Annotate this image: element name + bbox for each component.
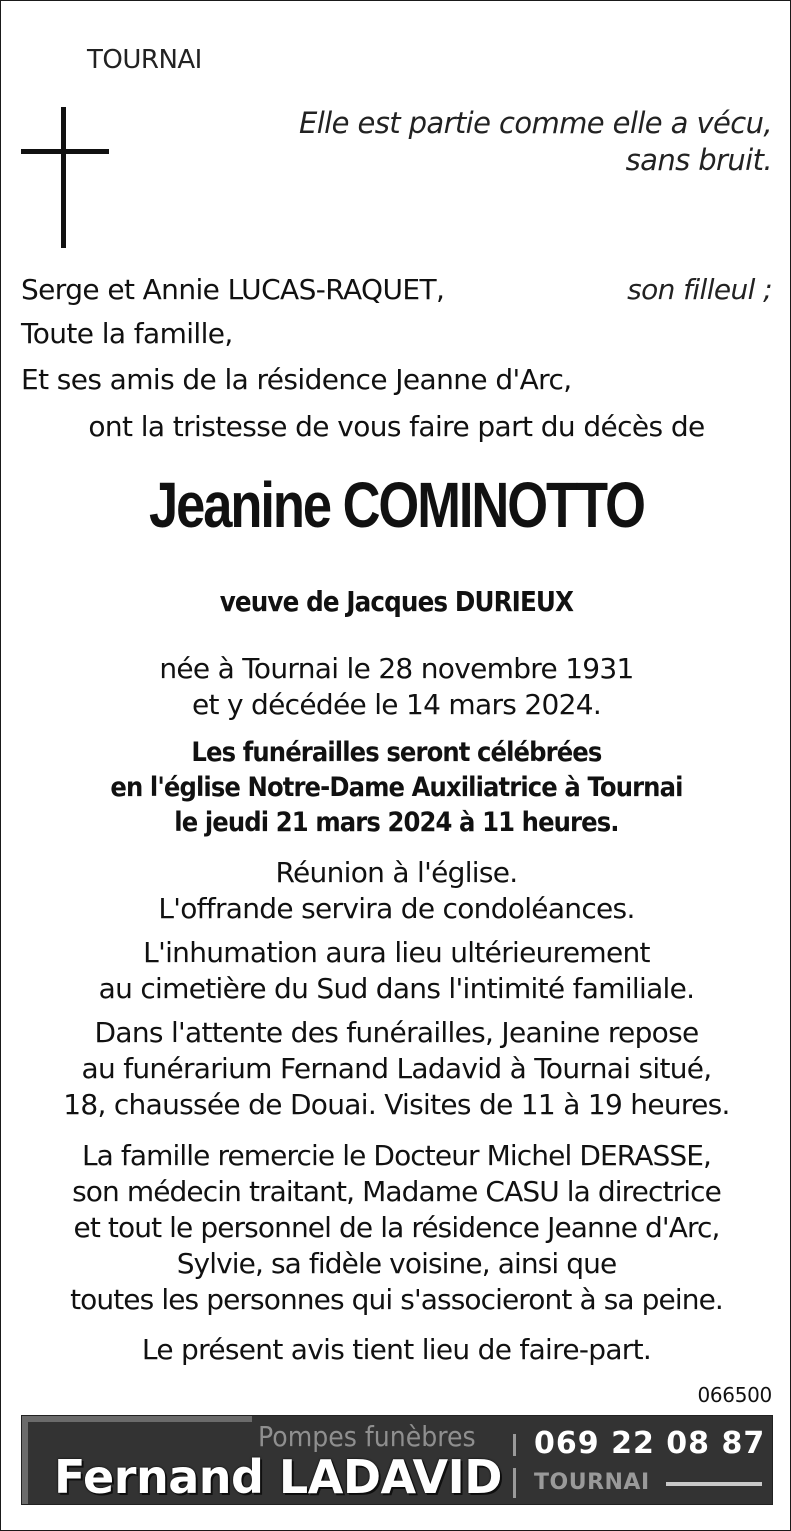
family-godson-role: son filleul ; [627, 273, 772, 306]
banner-accent [22, 1416, 252, 1422]
quote-line: sans bruit. [625, 143, 772, 177]
cross-vertical-bar [61, 107, 66, 248]
banner-separator [513, 1468, 516, 1498]
rest-info [1, 1015, 791, 1123]
banner-phone: 069 22 08 87 [534, 1426, 766, 1461]
birth-line: née à Tournai le 28 novembre 1931 [159, 652, 634, 685]
thanks-line: son médecin traitant, Madame CASU la directrice [72, 1175, 721, 1208]
banner-brand-name: Fernand LADAVID [54, 1450, 502, 1504]
funeral-line: en l'église Notre-Dame Auxiliatrice à Tournai [110, 772, 683, 803]
death-line: et y décédée le 14 mars 2024. [191, 688, 602, 721]
thanks-text [1, 1138, 791, 1318]
funeral-line: le jeudi 21 mars 2024 à 11 heures. [174, 807, 619, 838]
family-all: Toute la famille, [21, 317, 233, 350]
funeral-home-banner [21, 1415, 773, 1505]
thanks-line: La famille remercie le Docteur Michel DERASSE, [81, 1139, 712, 1172]
banner-subtitle: Pompes funèbres [258, 1420, 476, 1453]
birth-death-info [1, 651, 791, 723]
thanks-line: Sylvie, sa fidèle voisine, ainsi que [176, 1247, 617, 1280]
family-godson: Serge et Annie LUCAS-RAQUET, [21, 273, 445, 306]
burial-line: au cimetière du Sud dans l'intimité familiale. [98, 972, 695, 1005]
header-city: TOURNAI [87, 45, 202, 75]
banner-separator [513, 1434, 516, 1456]
closing-text: Le présent avis tient lieu de faire-part. [141, 1333, 652, 1366]
funeral-details [41, 735, 753, 840]
banner-accent [22, 1416, 28, 1504]
deceased-name: Jeanine COMINOTTO [148, 469, 644, 541]
announcement-text: ont la tristesse de vous faire part du décès de [88, 410, 705, 443]
quote-line: Elle est partie comme elle a vécu, [298, 106, 772, 140]
funeral-line: Les funérailles seront célébrées [191, 737, 602, 768]
rest-line: 18, chaussée de Douai. Visites de 11 à 19 heures. [63, 1088, 730, 1121]
meeting-line: Réunion à l'église. [275, 856, 518, 889]
thanks-line: toutes les personnes qui s'associeront à sa peine. [70, 1283, 723, 1316]
meeting-info [1, 855, 791, 927]
thanks-line: et tout le personnel de la résidence Jeanne d'Arc, [73, 1211, 720, 1244]
burial-line: L'inhumation aura lieu ultérieurement [143, 936, 650, 969]
meeting-line: L'offrande servira de condoléances. [158, 892, 635, 925]
rest-line: Dans l'attente des funérailles, Jeanine repose [94, 1016, 699, 1049]
burial-info [1, 935, 791, 1007]
banner-rule [666, 1482, 762, 1486]
widow-of: veuve de Jacques DURIEUX [219, 585, 574, 618]
reference-number: 066500 [697, 1383, 772, 1407]
banner-city: TOURNAI [534, 1470, 650, 1495]
rest-line: au funérarium Fernand Ladavid à Tournai situé, [81, 1052, 712, 1085]
cross-horizontal-bar [21, 149, 109, 154]
epitaph-quote [252, 105, 772, 179]
family-friends: Et ses amis de la résidence Jeanne d'Arc, [21, 363, 572, 396]
